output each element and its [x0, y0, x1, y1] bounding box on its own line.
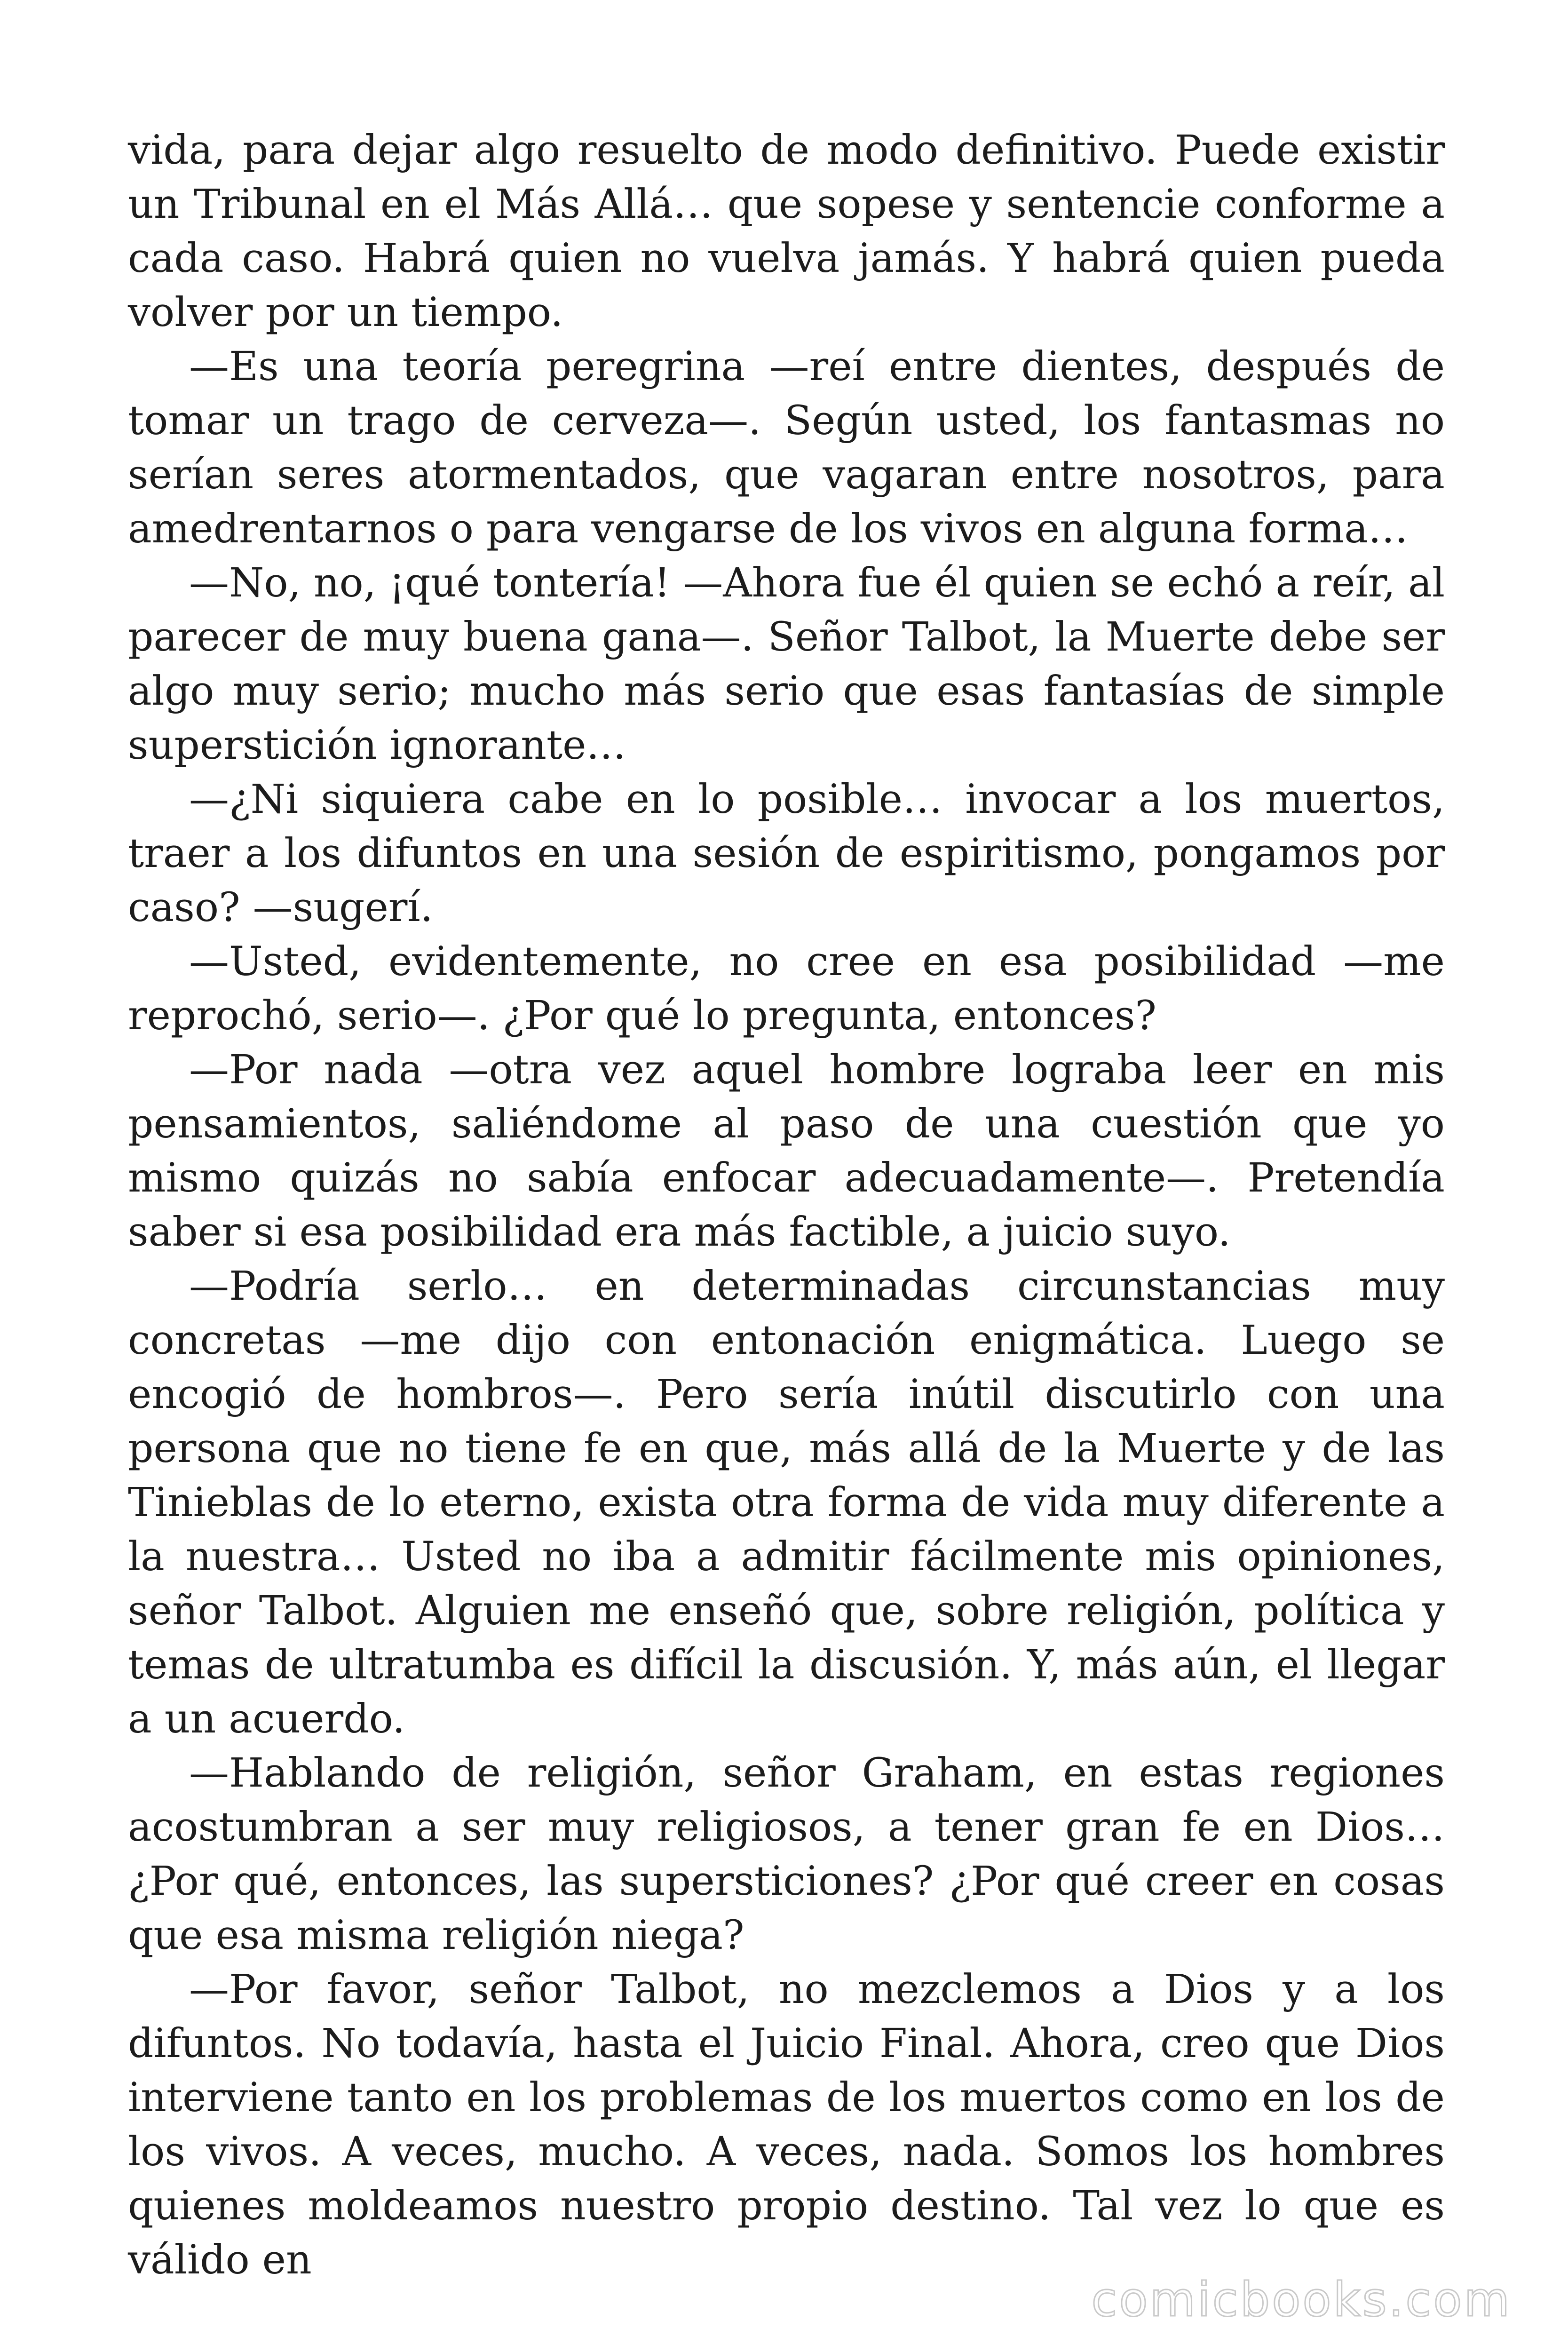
- paragraph: —Es una teoría peregrina —reí entre dientes, después de tomar un trago de cerveza—. Según usted, los fantasmas no serían seres atormentados, que vagaran entre nosotros, para amedrentarnos o para vengarse de los vivos en alguna forma…: [128, 343, 1445, 552]
- paragraph: —¿Ni siquiera cabe en lo posible… invocar a los muertos, traer a los difuntos en una sesión de espiritismo, pongamos por caso? —sugerí.: [128, 776, 1445, 931]
- paragraph: —Podría serlo… en determinadas circunstancias muy concretas —me dijo con entonación enigmática. Luego se encogió de hombros—. Pero sería inútil discutirlo con una persona que no tiene fe en que, más allá de la Muerte y de las Tinieblas de lo eterno, exista otra forma de vida muy diferente a la nuestra… Usted no iba a admitir fácilmente mis opiniones, señor Talbot. Alguien me enseñó que, sobre religión, política y temas de ultratumba es difícil la discusión. Y, más aún, el llegar a un acuerdo.: [128, 1263, 1445, 1742]
- paragraph: vida, para dejar algo resuelto de modo definitivo. Puede existir un Tribunal en el Más Allá… que sopese y sentencie conforme a cada caso. Habrá quien no vuelva jamás. Y habrá quien pueda volver por un tiempo.: [128, 127, 1445, 336]
- body-text: [128, 123, 1445, 2287]
- watermark: comicbooks.com: [1091, 2272, 1512, 2327]
- paragraph: —Hablando de religión, señor Graham, en estas regiones acostumbran a ser muy religiosos, a tener gran fe en Dios… ¿Por qué, entonces, las supersticiones? ¿Por qué creer en cosas que esa misma religión niega?: [128, 1750, 1445, 1959]
- paragraph: —Por nada —otra vez aquel hombre lograba leer en mis pensamientos, saliéndome al paso de una cuestión que yo mismo quizás no sabía enfocar adecuadamente—. Pretendía saber si esa posibilidad era más factible, a juicio suyo.: [128, 1047, 1445, 1255]
- paragraph: —No, no, ¡qué tontería! —Ahora fue él quien se echó a reír, al parecer de muy buena gana—. Señor Talbot, la Muerte debe ser algo muy serio; mucho más serio que esas fantasías de simple superstición ignorante…: [128, 560, 1445, 769]
- paragraph: —Usted, evidentemente, no cree en esa posibilidad —me reprochó, serio—. ¿Por qué lo pregunta, entonces?: [128, 938, 1445, 1039]
- paragraph: —Por favor, señor Talbot, no mezclemos a Dios y a los difuntos. No todavía, hasta el Juicio Final. Ahora, creo que Dios interviene tanto en los problemas de los muertos como en los de los vivos. A veces, mucho. A veces, nada. Somos los hombres quienes moldeamos nuestro propio destino. Tal vez lo que es válido en: [128, 1966, 1445, 2283]
